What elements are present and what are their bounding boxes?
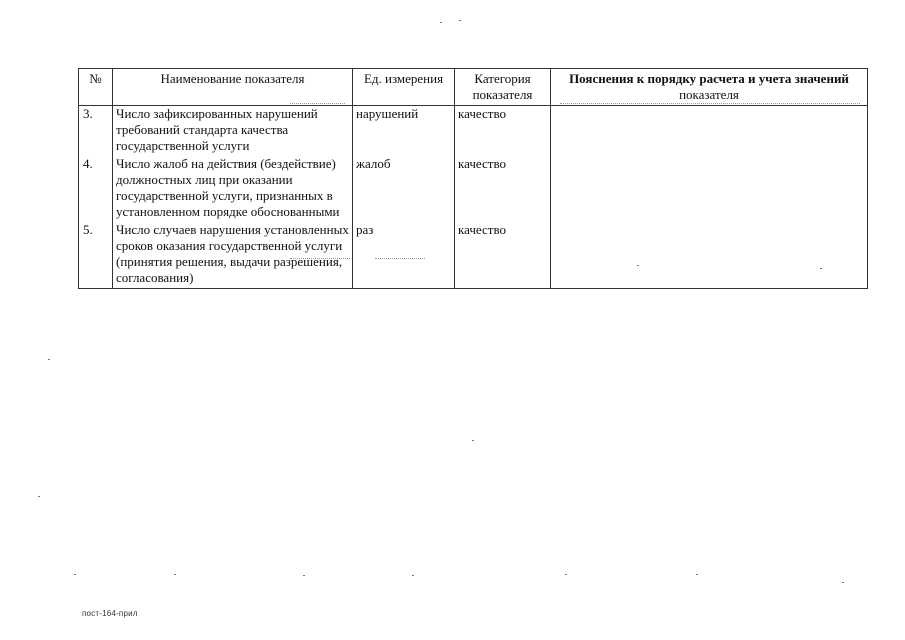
row-unit: раз	[353, 222, 455, 289]
row-name: Число случаев нарушения установленных сроков оказания государственной услуги (принятия решения, выдачи разрешения, согласования)	[113, 222, 353, 289]
row-explanation	[551, 156, 868, 222]
header-num: №	[79, 69, 113, 106]
scan-speck	[440, 22, 442, 23]
scan-speck	[565, 574, 567, 575]
row-category: качество	[455, 222, 551, 289]
scan-speck	[303, 575, 305, 576]
row-unit: жалоб	[353, 156, 455, 222]
header-explanation-bold: Пояснения к порядку расчета и учета значений	[569, 71, 849, 86]
header-unit: Ед. измерения	[353, 69, 455, 106]
row-name: Число зафиксированных нарушений требований стандарта качества государственной услуги	[113, 106, 353, 157]
scan-artifact-line	[290, 103, 345, 104]
header-category: Категория показателя	[455, 69, 551, 106]
scan-speck	[459, 20, 461, 21]
header-explanation	[551, 69, 868, 106]
scan-speck	[48, 359, 50, 360]
indicators-table	[78, 68, 868, 289]
row-num: 5.	[79, 222, 113, 289]
scan-artifact-line	[375, 258, 425, 259]
scan-artifact-line	[290, 258, 350, 259]
row-unit: нарушений	[353, 106, 455, 157]
scan-speck	[74, 574, 76, 575]
row-category: качество	[455, 106, 551, 157]
scan-speck	[472, 440, 474, 441]
header-explanation-rest: показателя	[679, 87, 739, 102]
footer-file-label: пост-164-прил	[82, 609, 138, 618]
scan-speck	[174, 574, 176, 575]
row-num: 3.	[79, 106, 113, 157]
scan-speck	[412, 575, 414, 576]
scan-speck	[38, 496, 40, 497]
scan-speck	[637, 265, 639, 266]
row-explanation	[551, 222, 868, 289]
table-row	[79, 222, 868, 289]
scan-speck	[696, 574, 698, 575]
row-category: качество	[455, 156, 551, 222]
scan-speck	[820, 268, 822, 269]
scan-speck	[842, 582, 844, 583]
row-name: Число жалоб на действия (бездействие) должностных лиц при оказании государственной услуги, признанных в установленном порядке обоснованными	[113, 156, 353, 222]
row-explanation	[551, 106, 868, 157]
header-name: Наименование показателя	[113, 69, 353, 106]
table-row	[79, 156, 868, 222]
table-header-row	[79, 69, 868, 106]
row-num: 4.	[79, 156, 113, 222]
table-row	[79, 106, 868, 157]
scan-artifact-line	[560, 103, 860, 104]
